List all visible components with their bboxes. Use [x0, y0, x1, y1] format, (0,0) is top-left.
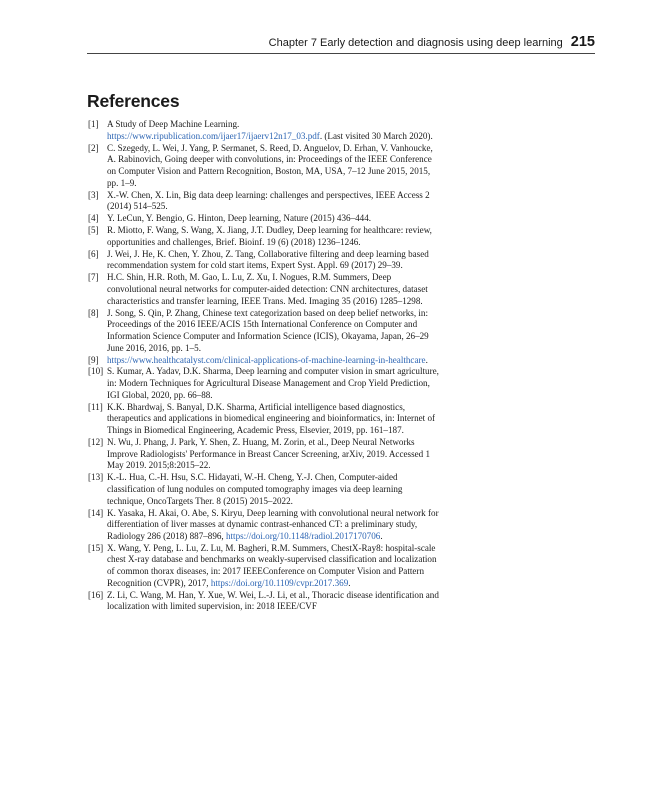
reference-text: K. Yasaka, H. Akai, O. Abe, S. Kiryu, Deep learning with convolutional neural network for differentiation of liver masses at dynamic contrast-enhanced CT: a preliminary study, Radiology 286 (2018) 887–896,	[107, 507, 439, 541]
reference-number: [10]	[88, 366, 104, 377]
reference-number: [3]	[88, 189, 99, 200]
reference-number: [9]	[88, 354, 99, 365]
reference-number: [15]	[88, 542, 104, 553]
references-heading: References	[87, 91, 180, 111]
reference-item	[88, 308, 440, 355]
reference-number: [14]	[88, 507, 104, 518]
reference-number: [16]	[88, 589, 104, 600]
reference-link[interactable]: https://www.ripublication.com/ijaer17/ijaerv12n17_03.pdf	[107, 130, 320, 141]
reference-link[interactable]: https://doi.org/10.1109/cvpr.2017.369	[210, 577, 349, 588]
reference-number: [4]	[88, 213, 99, 224]
reference-item	[88, 543, 440, 590]
reference-number: [1]	[88, 119, 99, 129]
reference-text: K.K. Bhardwaj, S. Banyal, D.K. Sharma, Artificial intelligence based diagnostics, therapeutics and applications in biomedical engineering and bioinformatics, in: Internet of Things in Biomedical Engineering, Academic Press, Elsevier, 2019, pp. 161–187.	[107, 401, 436, 436]
reference-suffix: .	[380, 530, 383, 541]
reference-suffix: . (Last visited 30 March 2020).	[319, 130, 433, 141]
reference-link[interactable]: https://doi.org/10.1148/radiol.2017170706	[225, 530, 381, 541]
reference-text: Y. LeCun, Y. Bengio, G. Hinton, Deep learning, Nature (2015) 436–444.	[107, 213, 372, 224]
reference-item	[88, 366, 440, 401]
reference-number: [13]	[88, 472, 104, 483]
reference-text: C. Szegedy, L. Wei, J. Yang, P. Sermanet, S. Reed, D. Anguelov, D. Erhan, V. Vanhoucke, A. Rabinovich, Going deeper with convolutions, in: Proceedings of the IEEE Conference on Computer Vision and Pattern Recognition, Boston, MA, USA, 7–12 June 2015, 2015, pp. 1–9.	[107, 142, 433, 188]
reference-item	[88, 225, 440, 248]
reference-item	[88, 249, 440, 272]
reference-text: X. Wang, Y. Peng, L. Lu, Z. Lu, M. Bagheri, R.M. Summers, ChestX-Ray8: hospital-scale chest X-ray database and benchmarks on weakly-supervised classification and localization of common thorax diseases, in: 2017 IEEEConference on Computer Vision and Pattern Recognition (CVPR), 2017,	[107, 542, 437, 588]
reference-text: H.C. Shin, H.R. Roth, M. Gao, L. Lu, Z. Xu, I. Nogues, R.M. Summers, Deep convolutional neural networks for computer-aided detection: CNN architectures, dataset characteristics and transfer learning, IEEE Trans. Med. Imaging 35 (2016) 1285–1298.	[107, 272, 428, 306]
reference-number: [8]	[88, 307, 99, 318]
running-header	[87, 34, 595, 52]
reference-number: [5]	[88, 225, 99, 236]
reference-list	[88, 119, 440, 613]
reference-item	[88, 143, 440, 190]
reference-text: R. Miotto, F. Wang, S. Wang, X. Jiang, J.T. Dudley, Deep learning for healthcare: review, opportunities and challenges, Brief. Bioinf. 19 (6) (2018) 1236–1246.	[107, 225, 432, 247]
chapter-title: Chapter 7 Early detection and diagnosis using deep learning	[268, 37, 563, 49]
reference-text: J. Song, S. Qin, P. Zhang, Chinese text categorization based on deep belief networks, in: Proceedings of the 2016 IEEE/ACIS 15th International Conference on Computer and Information Science Computer and Information Science (ICIS), Okayama, Japan, 26–29 June 2016, 2016, pp. 1–5.	[107, 307, 429, 353]
reference-link[interactable]: https://www.healthcatalyst.com/clinical-applications-of-machine-learning-in-healthcare	[107, 354, 426, 365]
reference-text: Z. Li, C. Wang, M. Han, Y. Xue, W. Wei, L.-J. Li, et al., Thoracic disease identification and localization with limited supervision, in: 2018 IEEE/CVF	[107, 589, 439, 612]
reference-item	[88, 119, 440, 142]
reference-number: [11]	[88, 401, 103, 412]
reference-number: [6]	[88, 248, 99, 259]
reference-number: [12]	[88, 436, 104, 447]
reference-text: K.-L. Hua, C.-H. Hsu, S.C. Hidayati, W.-H. Cheng, Y.-J. Chen, Computer-aided classification of lung nodules on computed tomography images via deep learning technique, OncoTargets Ther. 8 (2015) 2015–2022.	[107, 472, 403, 506]
reference-item	[88, 213, 440, 225]
reference-number: [2]	[88, 142, 99, 153]
reference-item	[88, 437, 440, 472]
reference-item	[88, 355, 440, 367]
reference-text: A Study of Deep Machine Learning.	[107, 119, 240, 129]
reference-item	[88, 508, 440, 543]
header-rule	[87, 53, 595, 54]
reference-number: [7]	[88, 272, 99, 283]
reference-suffix: .	[425, 354, 428, 365]
reference-text: N. Wu, J. Phang, J. Park, Y. Shen, Z. Huang, M. Zorin, et al., Deep Neural Networks Improve Radiologists' Performance in Breast Cancer Screening, arXiv, 2019. Accessed 1 May 2019. 2015;8:2015–22.	[107, 436, 431, 471]
page-number: 215	[570, 34, 595, 50]
reference-item	[88, 272, 440, 307]
reference-item	[88, 402, 440, 437]
reference-item	[88, 590, 440, 613]
reference-text: S. Kumar, A. Yadav, D.K. Sharma, Deep learning and computer vision in smart agriculture, in: Modern Techniques for Agricultural Disease Management and Crop Yield Prediction, IGI Global, 2020, pp. 66–88.	[107, 366, 439, 400]
reference-suffix: .	[348, 577, 351, 588]
reference-text: X.-W. Chen, X. Lin, Big data deep learning: challenges and perspectives, IEEE Access 2 (2014) 514–525.	[107, 189, 430, 212]
reference-text: J. Wei, J. He, K. Chen, Y. Zhou, Z. Tang, Collaborative filtering and deep learning based recommendation system for cold start items, Expert Syst. Appl. 69 (2017) 29–39.	[107, 248, 429, 271]
reference-item	[88, 190, 440, 213]
reference-item	[88, 472, 440, 507]
